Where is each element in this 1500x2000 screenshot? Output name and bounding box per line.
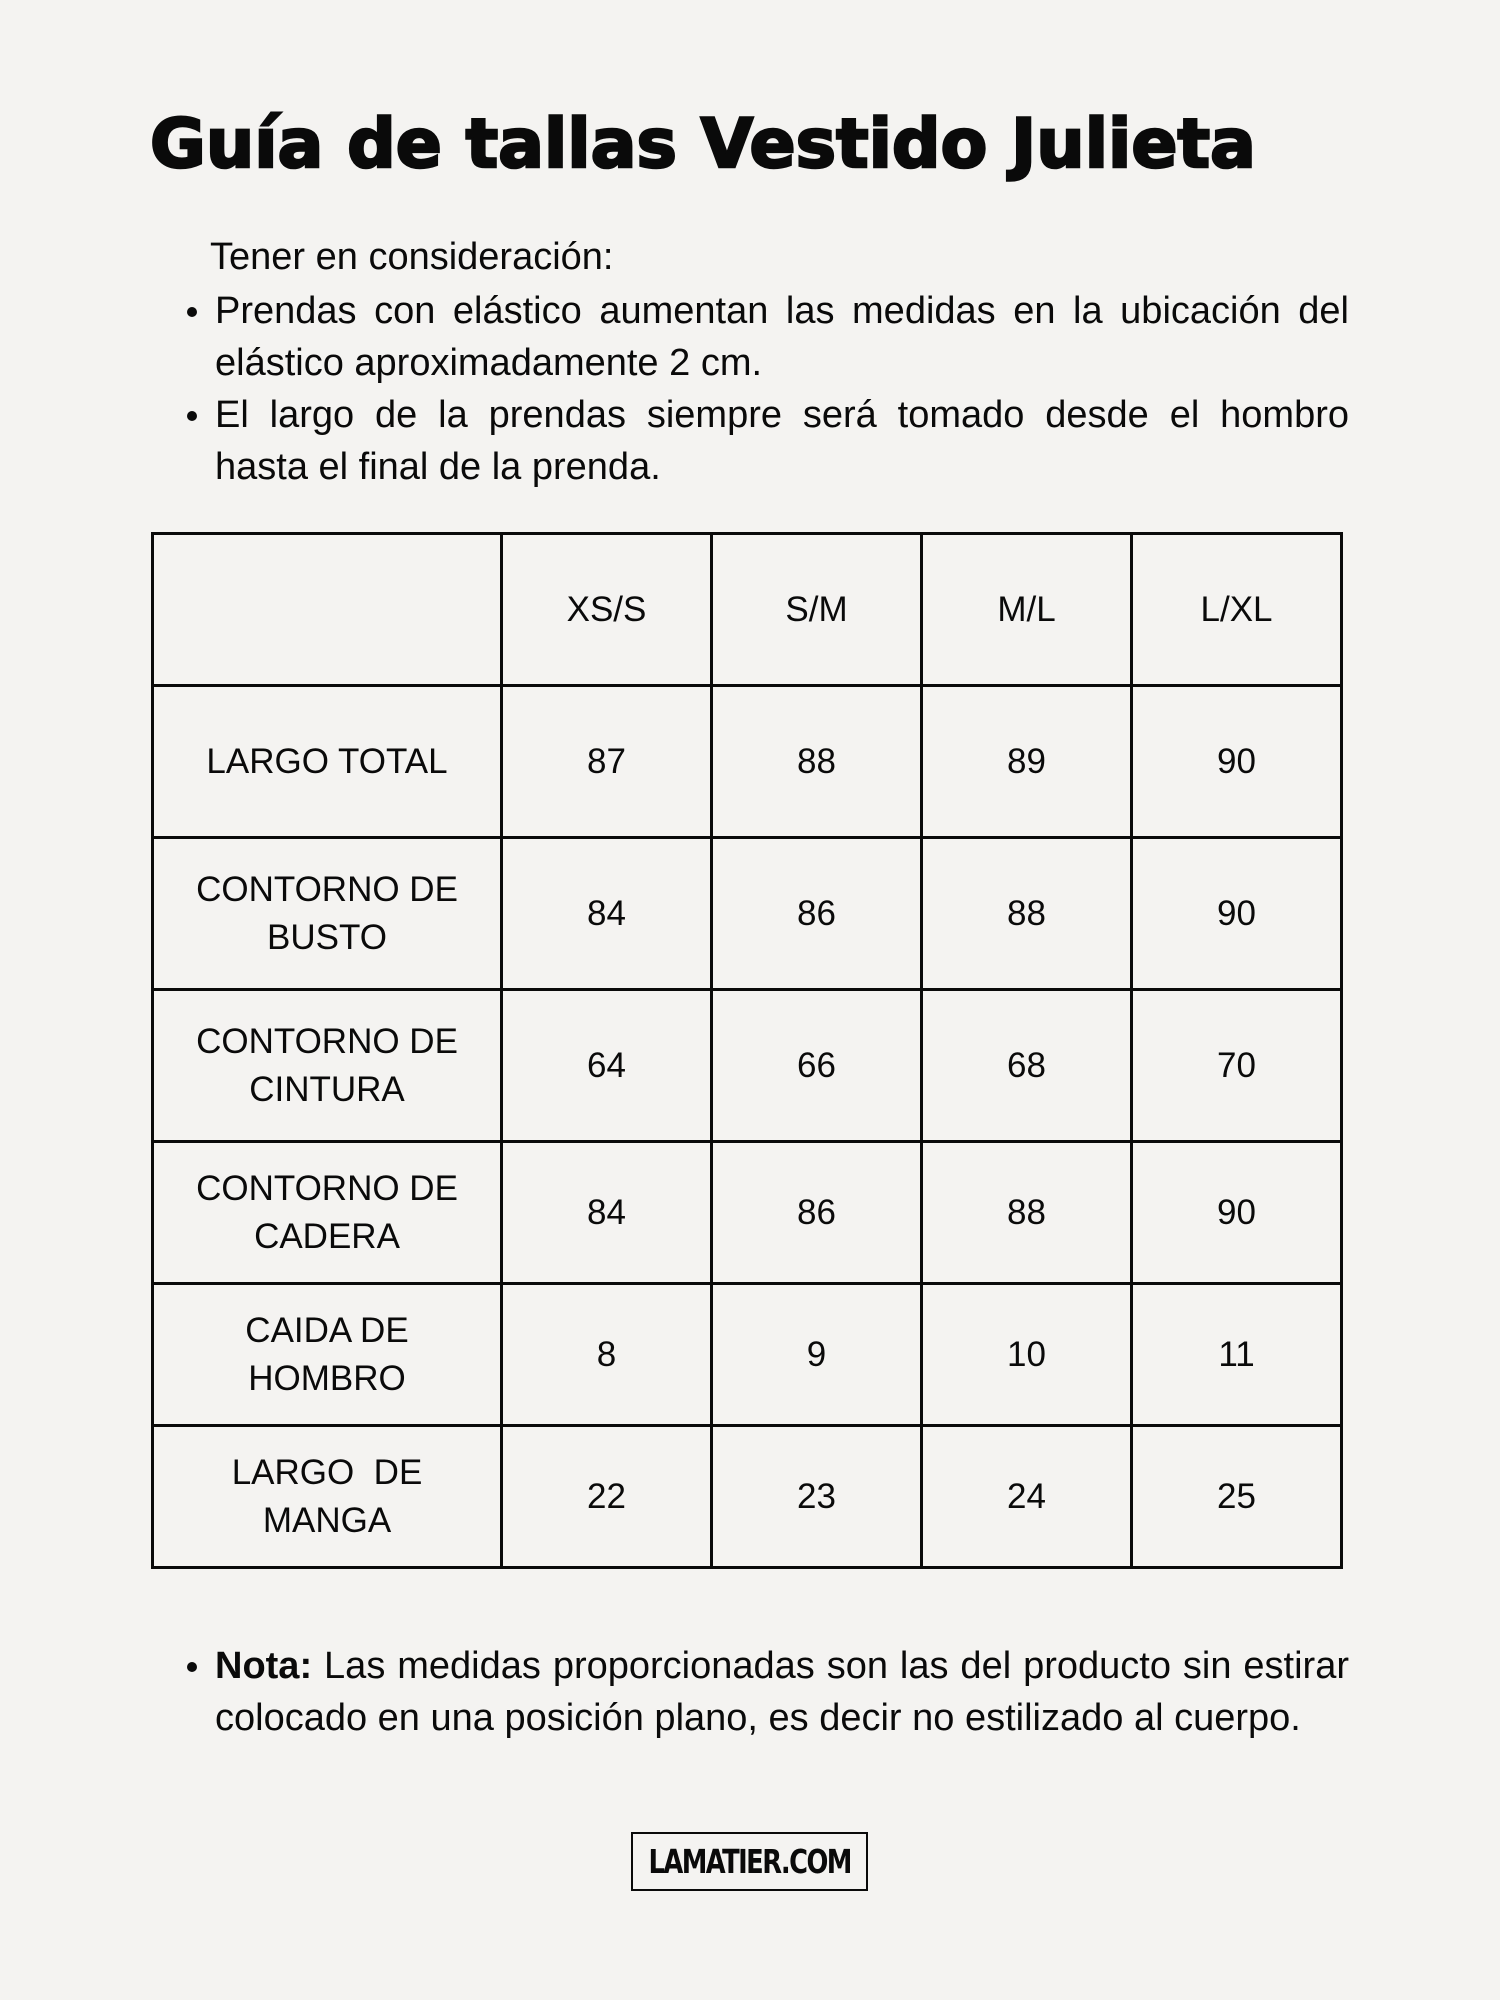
bullet-text: El largo de la prendas siempre será tomado desde el hombro hasta el final de la prenda. [215,394,1349,488]
bullet-text: Prendas con elástico aumentan las medidas en la ubicación del elástico aproximadamente 2 cm. [215,290,1349,384]
cell-value: 86 [712,1142,922,1284]
logo-text: LAMATIER.COM [648,1842,851,1881]
cell-value: 84 [502,1142,712,1284]
cell-value: 90 [1132,1142,1342,1284]
cell-value: 22 [502,1426,712,1568]
bullet-icon [187,1662,197,1672]
cell-value: 64 [502,990,712,1142]
brand-logo [631,1832,868,1891]
note-section [187,1640,1349,1744]
cell-value: 10 [922,1284,1132,1426]
intro-bullet-list [187,285,1349,493]
cell-value: 11 [1132,1284,1342,1426]
row-label: CAIDA DE HOMBRO [153,1284,502,1426]
intro-heading: Tener en consideración: [210,236,614,278]
cell-value: 66 [712,990,922,1142]
cell-value: 25 [1132,1426,1342,1568]
header-cell-size: M/L [922,534,1132,686]
cell-value: 70 [1132,990,1342,1142]
header-cell-size: L/XL [1132,534,1342,686]
row-label: CONTORNO DE BUSTO [153,838,502,990]
cell-value: 88 [922,1142,1132,1284]
bullet-icon [187,307,197,317]
cell-value: 88 [712,686,922,838]
table-row [153,838,1342,990]
size-table [151,532,1343,1569]
cell-value: 9 [712,1284,922,1426]
header-cell-empty [153,534,502,686]
bullet-icon [187,411,197,421]
table-header-row [153,534,1342,686]
row-label: CONTORNO DE CADERA [153,1142,502,1284]
note-text: Las medidas proporcionadas son las del producto sin estirar colocado en una posición plano, es decir no estilizado al cuerpo. [215,1645,1349,1739]
table-row [153,686,1342,838]
cell-value: 89 [922,686,1132,838]
cell-value: 87 [502,686,712,838]
cell-value: 8 [502,1284,712,1426]
cell-value: 68 [922,990,1132,1142]
row-label: LARGO DE MANGA [153,1426,502,1568]
cell-value: 90 [1132,686,1342,838]
table-row [153,1426,1342,1568]
cell-value: 88 [922,838,1132,990]
cell-value: 86 [712,838,922,990]
table-row [153,990,1342,1142]
header-cell-size: XS/S [502,534,712,686]
list-item [187,389,1349,493]
cell-value: 90 [1132,838,1342,990]
row-label: CONTORNO DE CINTURA [153,990,502,1142]
table-row [153,1284,1342,1426]
cell-value: 84 [502,838,712,990]
page-title: Guía de tallas Vestido Julieta [150,105,1256,184]
list-item [187,285,1349,389]
note-label: Nota: [215,1645,313,1687]
row-label: LARGO TOTAL [153,686,502,838]
list-item [187,1640,1349,1744]
cell-value: 24 [922,1426,1132,1568]
header-cell-size: S/M [712,534,922,686]
table-row [153,1142,1342,1284]
cell-value: 23 [712,1426,922,1568]
